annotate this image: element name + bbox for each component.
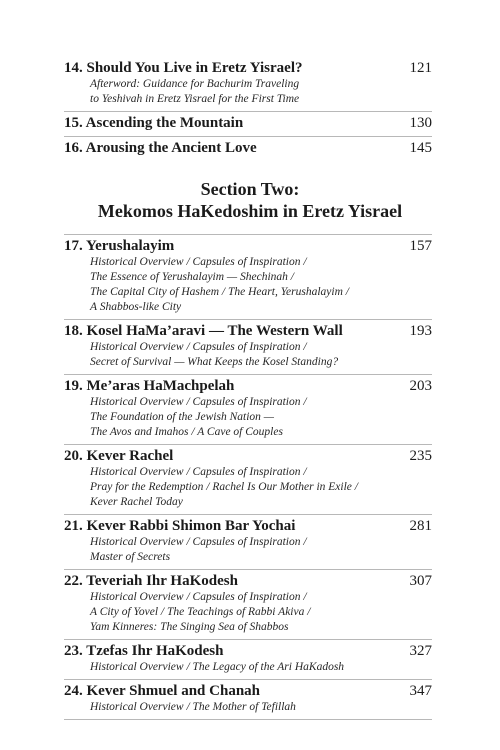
toc-entry-subtitle: Pray for the Redemption / Rachel Is Our Mother in Exile / [90,481,358,493]
toc-entry-16 [64,137,432,161]
toc-entry-title: 22. Teveriah Ihr HaKodesh [64,573,238,589]
toc-entry-page: 130 [409,115,432,131]
toc-entry-subtitle: The Avos and Imahos / A Cave of Couples [90,426,283,438]
toc-entry-page: 281 [409,518,432,534]
toc-entry-subtitle: Historical Overview / The Mother of Tefillah [90,701,296,713]
toc-entry-subtitle: The Foundation of the Jewish Nation — [90,411,274,423]
toc-entry-title: 16. Arousing the Ancient Love [64,140,257,156]
toc-entry-subtitle: Historical Overview / Capsules of Inspiration / [90,341,307,353]
toc-entry-subtitle: A Shabbos-like City [90,301,182,313]
toc-entry-page: 235 [409,448,432,464]
toc-entry-page: 145 [409,140,432,156]
section-number: Section Two: [200,179,300,199]
toc-entry-14 [64,57,432,112]
section-heading [0,178,500,222]
toc-entry-subtitle: Historical Overview / Capsules of Inspiration / [90,256,307,268]
toc-entry-subtitle: A City of Yovel / The Teachings of Rabbi Akiva / [90,606,311,618]
toc-entry-page: 203 [409,378,432,394]
toc-section-entries [64,234,432,720]
toc-entry-subtitle: Historical Overview / Capsules of Inspiration / [90,591,307,603]
toc-entry-subtitle: to Yeshivah in Eretz Yisrael for the First Time [90,93,300,105]
toc-entry-page: 193 [409,323,432,339]
toc-entry-title: 18. Kosel HaMa’aravi — The Western Wall [64,323,343,339]
toc-entry-subtitle: Historical Overview / The Legacy of the Ari HaKadosh [90,661,345,673]
toc-entry-21 [64,515,432,570]
toc-entry-page: 121 [409,60,432,76]
toc-entry-subtitle: Secret of Survival — What Keeps the Kosel Standing? [90,356,339,368]
toc-entry-subtitle: Afterword: Guidance for Bachurim Traveling [90,78,300,90]
toc-entry-title: 19. Me’aras HaMachpelah [64,378,235,394]
toc-entry-page: 157 [409,238,432,254]
toc-entry-subtitle: The Capital City of Hashem / The Heart, Yerushalayim / [90,286,349,298]
toc-entry-18 [64,320,432,375]
toc-entry-title: 14. Should You Live in Eretz Yisrael? [64,60,303,76]
toc-entry-24 [64,680,432,720]
toc-entry-subtitle: The Essence of Yerushalayim — Shechinah / [90,271,295,283]
toc-entry-title: 17. Yerushalayim [64,238,175,254]
toc-entry-subtitle: Master of Secrets [90,551,171,563]
toc-entry-title: 20. Kever Rachel [64,448,174,464]
section-title: Mekomos HaKedoshim in Eretz Yisrael [97,201,403,221]
toc-entry-title: 24. Kever Shmuel and Chanah [64,683,261,699]
toc-entry-23 [64,640,432,680]
toc-entry-subtitle: Historical Overview / Capsules of Inspiration / [90,536,307,548]
toc-entry-subtitle: Historical Overview / Capsules of Inspiration / [90,396,307,408]
toc-entry-page: 327 [409,643,432,659]
toc-entry-19 [64,375,432,445]
toc-entry-22 [64,570,432,640]
toc-entry-subtitle: Kever Rachel Today [90,496,183,508]
toc-entry-subtitle: Yam Kinneres: The Singing Sea of Shabbos [90,621,289,633]
toc-entry-title: 23. Tzefas Ihr HaKodesh [64,643,224,659]
toc-entry-page: 347 [409,683,432,699]
toc-entry-title: 15. Ascending the Mountain [64,115,244,131]
toc-top-entries [64,57,432,161]
toc-entry-20 [64,445,432,515]
toc-entry-17 [64,234,432,320]
toc-entry-subtitle: Historical Overview / Capsules of Inspiration / [90,466,307,478]
toc-entry-15 [64,112,432,137]
toc-entry-page: 307 [409,573,432,589]
toc-entry-title: 21. Kever Rabbi Shimon Bar Yochai [64,518,296,534]
